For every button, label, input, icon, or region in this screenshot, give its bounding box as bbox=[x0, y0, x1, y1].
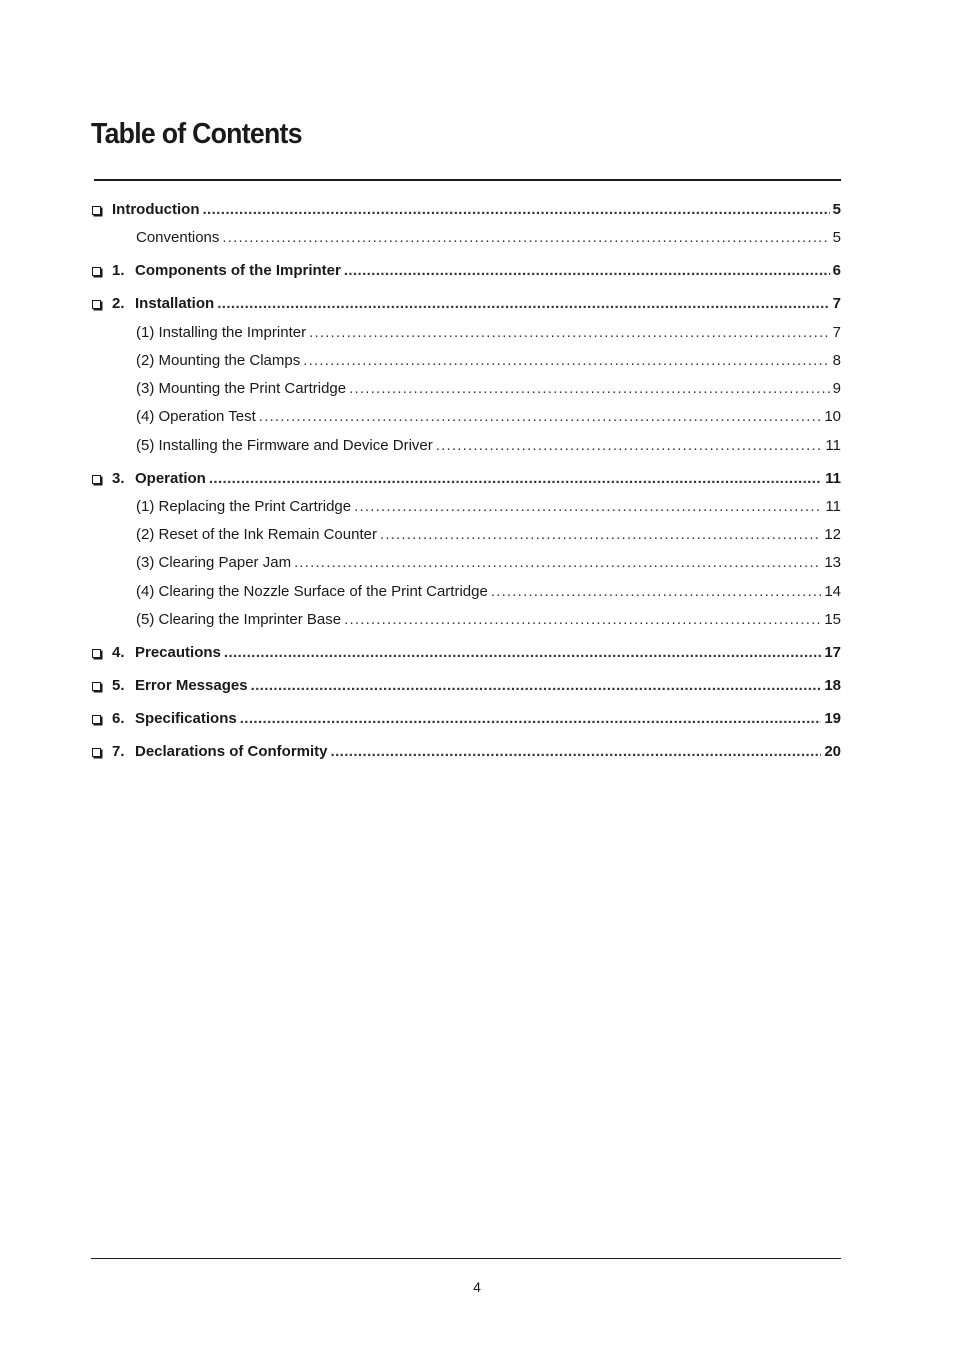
toc-entry[interactable] bbox=[91, 293, 841, 315]
toc-entry-page: 10 bbox=[824, 408, 841, 425]
toc-entry-label: (5) Installing the Firmware and Device Driver bbox=[136, 437, 433, 454]
toc-entry-page: 8 bbox=[832, 352, 841, 369]
toc-entry-label: Declarations of Conformity bbox=[135, 743, 328, 760]
toc-entry-label: (5) Clearing the Imprinter Base bbox=[136, 611, 342, 628]
dot-leader bbox=[222, 227, 829, 249]
toc-entry[interactable] bbox=[91, 708, 841, 730]
toc-entry[interactable] bbox=[91, 199, 841, 221]
dot-leader bbox=[344, 260, 830, 282]
toc-entry-number: 2. bbox=[112, 295, 125, 312]
dot-leader bbox=[491, 581, 821, 603]
toc-entry-label: Conventions bbox=[136, 229, 220, 246]
dot-leader bbox=[331, 741, 822, 763]
toc-entry[interactable] bbox=[91, 609, 841, 631]
toc-entry[interactable] bbox=[91, 468, 841, 490]
toc-entry-label: Installation bbox=[135, 295, 215, 312]
toc-entry[interactable] bbox=[91, 741, 841, 763]
dot-leader bbox=[309, 322, 830, 344]
dot-leader bbox=[294, 552, 821, 574]
toc-entry[interactable] bbox=[91, 496, 841, 518]
checkbox-bullet-icon bbox=[92, 206, 101, 215]
title-divider bbox=[94, 179, 841, 181]
toc-entry-page: 9 bbox=[832, 380, 841, 397]
toc-entry-label: (1) Replacing the Print Cartridge bbox=[136, 498, 352, 515]
toc-entry-page: 7 bbox=[832, 295, 841, 312]
toc-entry[interactable] bbox=[91, 552, 841, 574]
dot-leader bbox=[259, 406, 822, 428]
toc-entry-label: (1) Installing the Imprinter bbox=[136, 324, 307, 341]
toc-entry-page: 11 bbox=[825, 470, 841, 487]
toc-entry-page: 17 bbox=[824, 644, 841, 661]
toc-entry-label: (4) Operation Test bbox=[136, 408, 256, 425]
toc-entry-page: 7 bbox=[832, 324, 841, 341]
toc-entry-page: 5 bbox=[832, 229, 841, 246]
checkbox-bullet-icon bbox=[92, 748, 101, 757]
toc-entry-label: Components of the Imprinter bbox=[135, 262, 341, 279]
toc-entry-page: 5 bbox=[832, 201, 841, 218]
toc-entry[interactable] bbox=[91, 322, 841, 344]
dot-leader bbox=[202, 199, 829, 221]
checkbox-bullet-icon bbox=[92, 475, 101, 484]
dot-leader bbox=[303, 350, 829, 372]
toc-entry[interactable] bbox=[91, 378, 841, 400]
checkbox-bullet-icon bbox=[92, 300, 101, 309]
toc-entry[interactable] bbox=[91, 675, 841, 697]
toc-entry-page: 20 bbox=[824, 743, 841, 760]
toc-entry[interactable] bbox=[91, 350, 841, 372]
toc-entry[interactable] bbox=[91, 435, 841, 457]
dot-leader bbox=[217, 293, 829, 315]
toc-entry-label: (2) Reset of the Ink Remain Counter bbox=[136, 526, 377, 543]
toc-entry-page: 12 bbox=[824, 526, 841, 543]
checkbox-bullet-icon bbox=[92, 715, 101, 724]
dot-leader bbox=[380, 524, 821, 546]
toc-entry-page: 13 bbox=[824, 554, 841, 571]
toc-entry[interactable] bbox=[91, 406, 841, 428]
toc-entry[interactable] bbox=[91, 260, 841, 282]
checkbox-bullet-icon bbox=[92, 682, 101, 691]
toc-entry-label: Operation bbox=[135, 470, 206, 487]
dot-leader bbox=[436, 435, 823, 457]
toc-entry[interactable] bbox=[91, 227, 841, 249]
dot-leader bbox=[251, 675, 822, 697]
toc-entry-page: 15 bbox=[824, 611, 841, 628]
toc-entry-page: 19 bbox=[824, 710, 841, 727]
toc-entry-label: Introduction bbox=[112, 201, 200, 218]
footer-divider bbox=[91, 1258, 841, 1259]
toc-entry-label: (4) Clearing the Nozzle Surface of the Print Cartridge bbox=[136, 583, 488, 600]
dot-leader bbox=[209, 468, 822, 490]
toc-entry-label: (2) Mounting the Clamps bbox=[136, 352, 301, 369]
toc-entry-page: 6 bbox=[832, 262, 841, 279]
dot-leader bbox=[344, 609, 821, 631]
checkbox-bullet-icon bbox=[92, 649, 101, 658]
toc-entry-number: 7. bbox=[112, 743, 125, 760]
checkbox-bullet-icon bbox=[92, 267, 101, 276]
page-title: Table of Contents bbox=[91, 118, 302, 150]
toc-entry-label: Error Messages bbox=[135, 677, 248, 694]
toc-entry[interactable] bbox=[91, 642, 841, 664]
dot-leader bbox=[224, 642, 821, 664]
toc-entry-label: (3) Clearing Paper Jam bbox=[136, 554, 292, 571]
dot-leader bbox=[349, 378, 830, 400]
toc-entry-label: Specifications bbox=[135, 710, 237, 727]
toc-entry-number: 3. bbox=[112, 470, 125, 487]
toc-entry-page: 11 bbox=[825, 437, 841, 454]
toc-entry-page: 14 bbox=[824, 583, 841, 600]
toc-entry-page: 18 bbox=[824, 677, 841, 694]
dot-leader bbox=[240, 708, 822, 730]
toc-entry-number: 1. bbox=[112, 262, 125, 279]
toc-entry-number: 6. bbox=[112, 710, 125, 727]
toc-entry-label: Precautions bbox=[135, 644, 221, 661]
dot-leader bbox=[354, 496, 822, 518]
toc-entry-label: (3) Mounting the Print Cartridge bbox=[136, 380, 347, 397]
toc-entry-number: 5. bbox=[112, 677, 125, 694]
toc-entry-number: 4. bbox=[112, 644, 125, 661]
toc-entry[interactable] bbox=[91, 524, 841, 546]
toc-entry[interactable] bbox=[91, 581, 841, 603]
toc-entry-page: 11 bbox=[825, 498, 841, 515]
page-number: 4 bbox=[473, 1279, 481, 1295]
